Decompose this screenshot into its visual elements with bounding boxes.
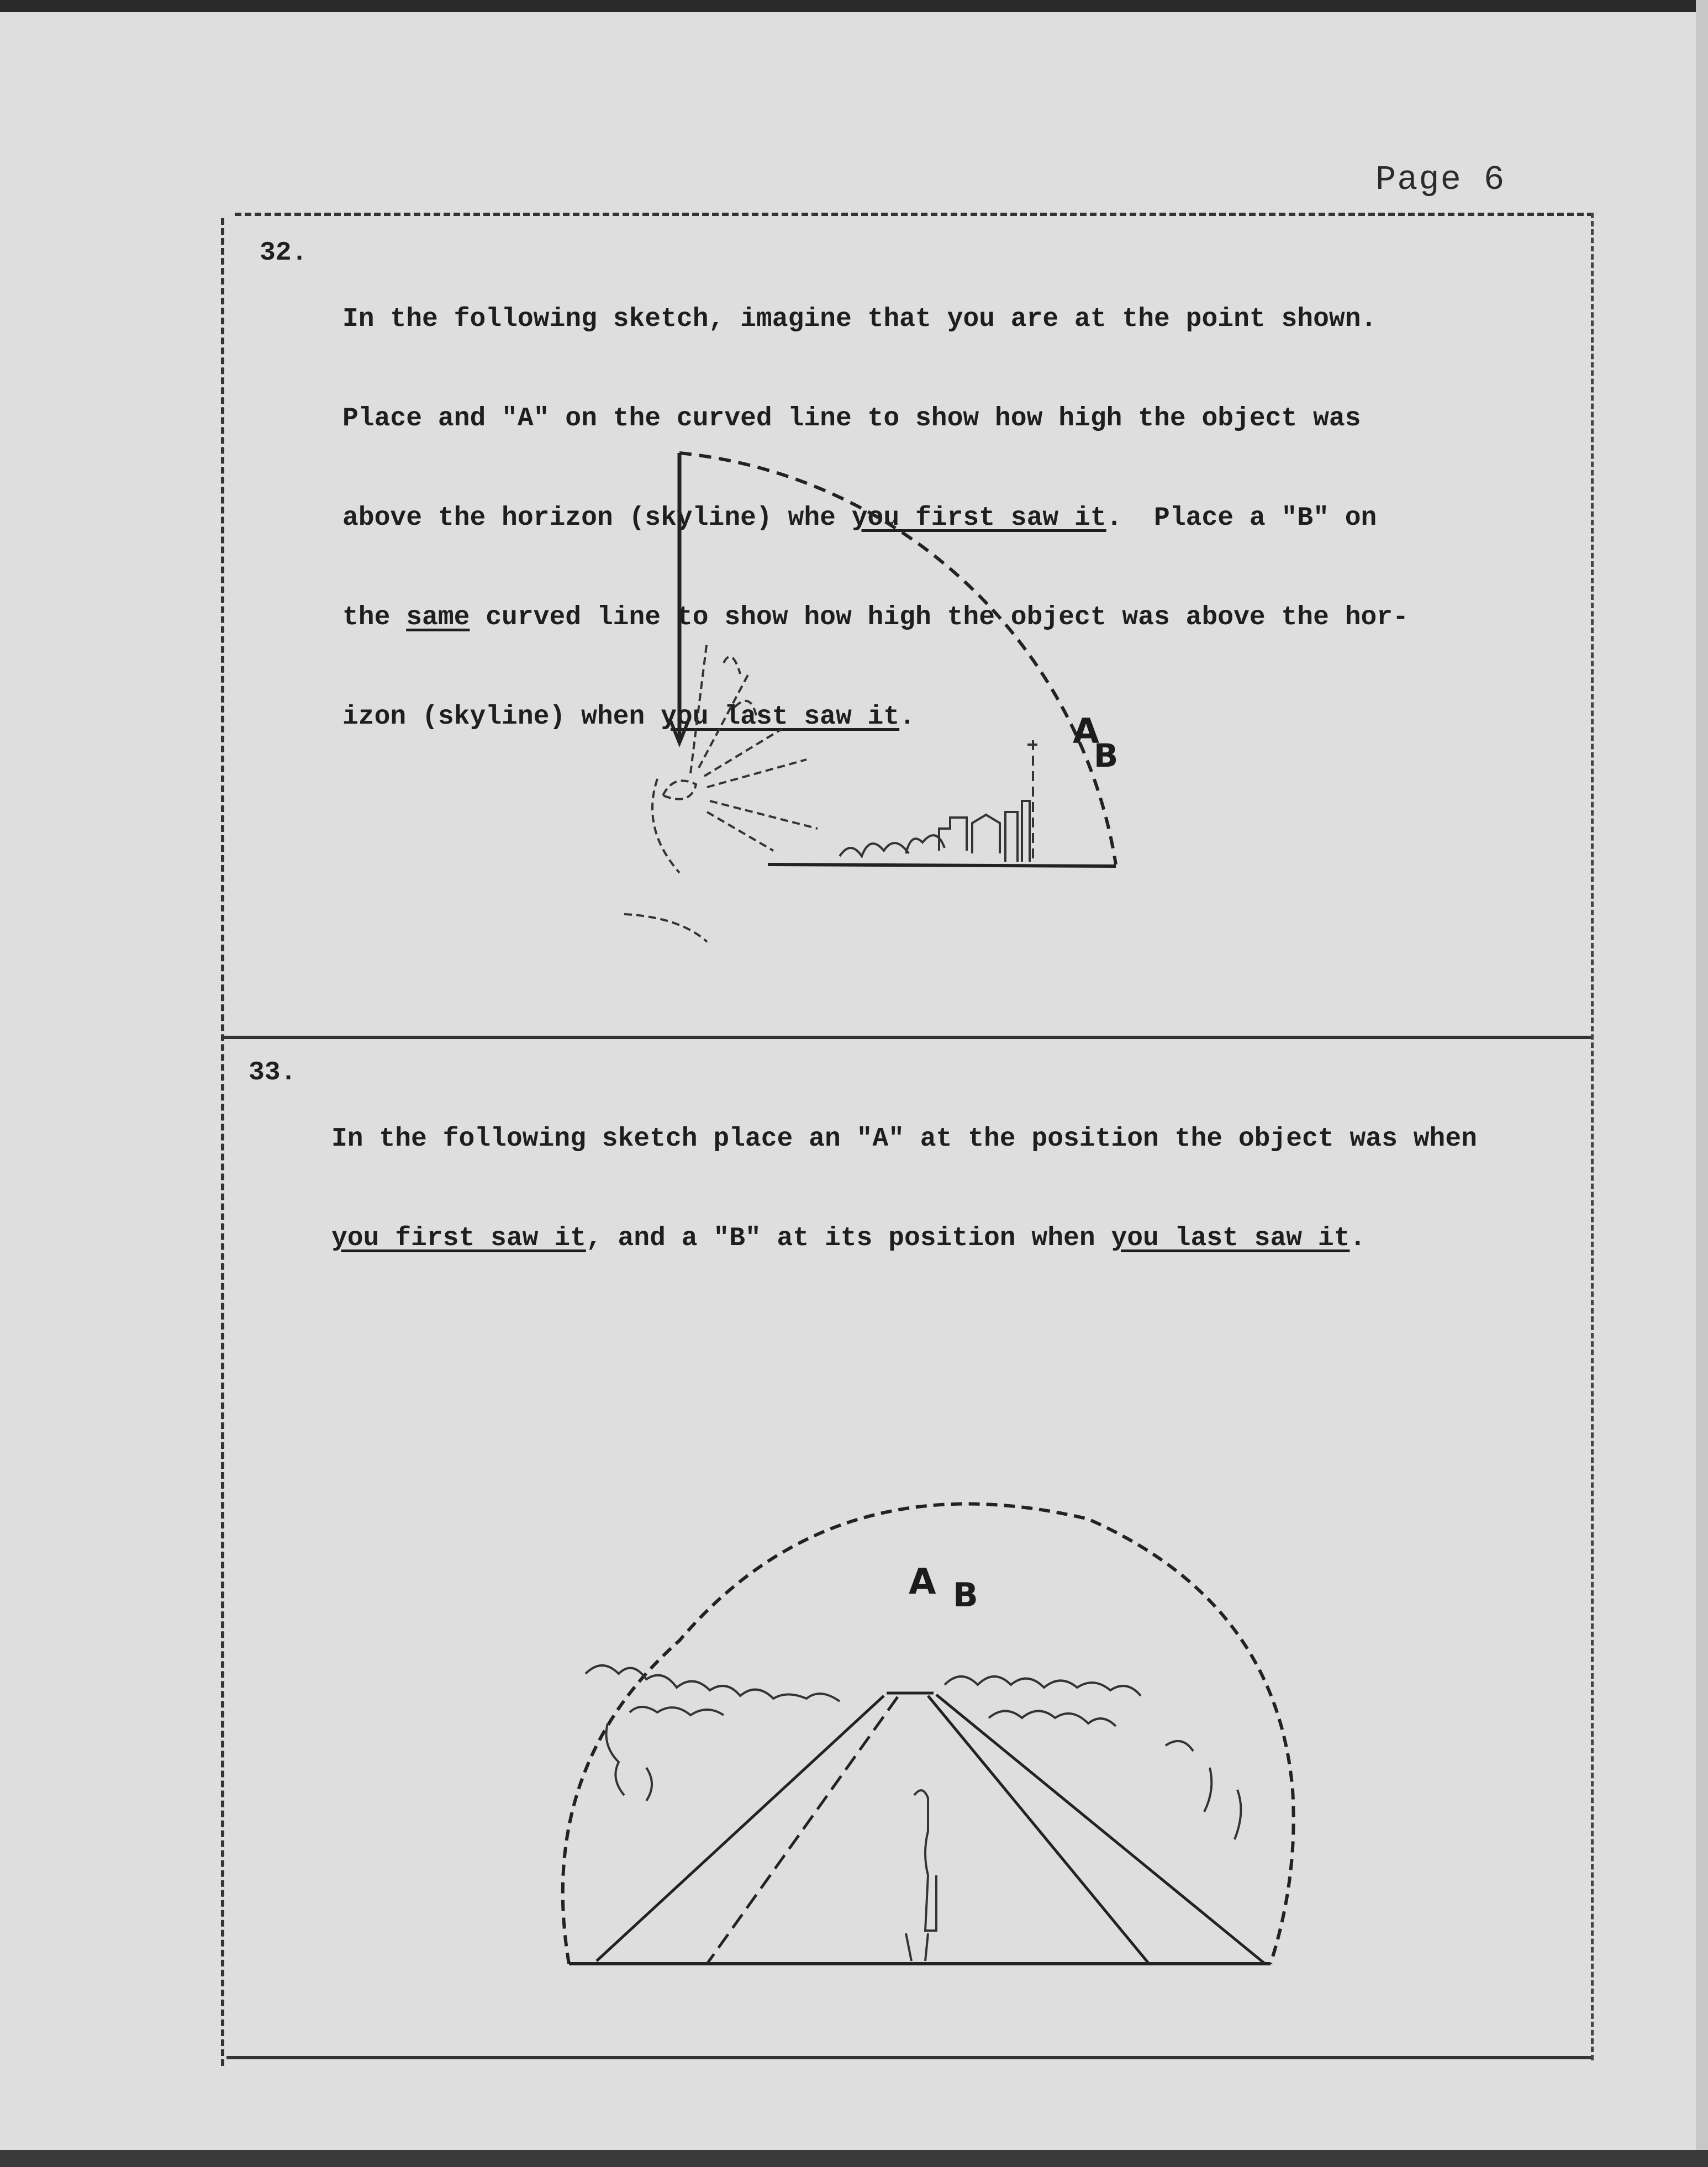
page-number: Page 6 bbox=[1375, 160, 1506, 199]
question-line: you first saw it, and a "B" at its position when you last saw it. bbox=[331, 1224, 1366, 1253]
road-view-sketch bbox=[547, 1458, 1309, 1983]
question-number: 33. bbox=[249, 1058, 297, 1088]
question-text bbox=[331, 1056, 1477, 1321]
question-line: In the following sketch place an "A" at the position the object was when bbox=[331, 1124, 1477, 1154]
sky-arc bbox=[679, 453, 1119, 864]
road bbox=[597, 1693, 1265, 1964]
scan-edge-top bbox=[0, 0, 1708, 12]
scan-edge-bottom bbox=[0, 2150, 1708, 2167]
frame-right-border bbox=[1591, 213, 1594, 2060]
question-line: Place and "A" on the curved line to show how high the object was bbox=[342, 404, 1361, 434]
question-line: the same curved line to show how high the object was above the hor- bbox=[342, 603, 1409, 632]
frame-left-border bbox=[221, 218, 224, 2066]
tree-line bbox=[586, 1665, 1241, 1839]
question-line: In the following sketch, imagine that you are at the point shown. bbox=[342, 304, 1377, 334]
mark-a: A bbox=[1073, 711, 1099, 751]
question-33 bbox=[249, 1056, 1574, 1253]
underlined-phrase: you last saw it bbox=[1111, 1224, 1350, 1253]
question-32 bbox=[260, 236, 1530, 732]
underlined-phrase: you last saw it bbox=[661, 702, 900, 732]
frame-top-border bbox=[235, 213, 1594, 216]
question-number: 32. bbox=[260, 238, 308, 268]
mark-b: B bbox=[953, 1576, 978, 1615]
horizon-line bbox=[768, 864, 1116, 866]
question-line: above the horizon (skyline) whe you first saw it. Place a "B" on bbox=[342, 503, 1377, 533]
underlined-phrase: same bbox=[406, 603, 470, 632]
figure-on-road bbox=[906, 1790, 936, 1961]
skyline-buildings bbox=[840, 740, 1037, 862]
observer-point bbox=[624, 641, 818, 942]
mark-b: B bbox=[1094, 737, 1119, 774]
underlined-phrase: you first saw it bbox=[851, 503, 1106, 533]
frame-bottom-border bbox=[226, 2056, 1591, 2059]
frame-section-divider bbox=[224, 1036, 1591, 1039]
mark-a: A bbox=[909, 1562, 936, 1602]
sky-quadrant-sketch bbox=[608, 442, 1160, 994]
scan-edge-right bbox=[1696, 0, 1708, 2167]
underlined-phrase: you first saw it bbox=[331, 1224, 586, 1253]
question-line: izon (skyline) when you last saw it. bbox=[342, 702, 915, 732]
